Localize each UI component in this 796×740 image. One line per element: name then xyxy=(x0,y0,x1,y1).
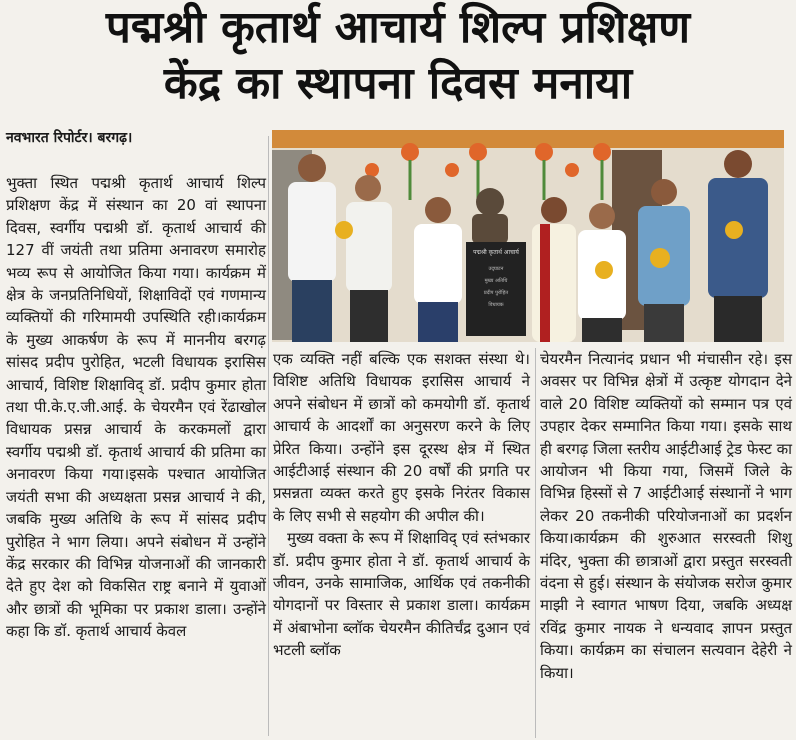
plaque-line: प्रदीप पुरोहित xyxy=(483,290,509,296)
plaque-line: उद्‌घाटन xyxy=(488,266,504,272)
person xyxy=(288,154,336,342)
article-column-1 xyxy=(6,172,266,643)
article-paragraph: चेयरमैन नित्यानंद प्रधान भी मंचासीन रहे। इस अवसर पर विभिन्न क्षेत्रों में उत्कृष्ट योगदान देने वाले 20 विशिष्ट व्यक्तियों को सम्मान पत्र एवं उपहार देकर सम्मानित किया गया। इसके साथ ही बरगढ़ जिला स्तरीय आईटीआई ट्रेड फेस्ट का आयोजन भी किया गया, जिसमें जिले के विभिन्न हिस्सों से 7 आईटीआई संस्थानों ने भाग लेकर 20 तकनीकी परियोजनाओं का प्रदर्शन किया।कार्यक्रम की शुरुआत सरस्वती शिशु मंदिर, भुक्ता की छात्राओं द्वारा प्रस्तुत सरस्वती वंदना से हुई। संस्थान के संयोजक सरोज कुमार माझी ने स्वागत भाषण दिया, जबकि अध्यक्ष रविंद्र कुमार नायक ने धन्यवाद ज्ञापन प्रस्तुत किया। कार्यक्रम का संचालन सत्यवान देहेरी ने किया। xyxy=(540,350,792,682)
column-divider xyxy=(535,348,536,738)
column-divider xyxy=(268,136,269,736)
article-paragraph: एक व्यक्ति नहीं बल्कि एक सशक्त संस्था थे।विशिष्ट अतिथि विधायक इरासिस आचार्य ने अपने संबोधन में छात्रों को कमयोगी डॉ. कृतार्थ आचार्य के आदर्शों का अनुसरण करने के लिए प्रेरित किया। उन्होंने इस दूरस्थ क्षेत्र में स्थित आईटीआई संस्थान की 20 वर्षों की प्रगति पर प्रसन्नता व्यक्त करते हुए इसके निरंतर विकास के लिए सभी से सहयोग की अपील की। xyxy=(273,350,530,525)
article-column-3 xyxy=(540,348,792,684)
plaque-line: मुख्य अतिथि xyxy=(484,278,508,284)
event-photo-illustration xyxy=(272,130,784,342)
headline xyxy=(0,0,796,124)
article-paragraph: भुक्ता स्थित पद्मश्री कृतार्थ आचार्य शिल्प प्रशिक्षण केंद्र में संस्थान का 20 वां स्थापना दिवस, स्वर्गीय पद्मश्री डॉ. कृतार्थ आचार्य की 127 वीं जयंती तथा प्रतिमा अनावरण समारोह भव्य रूप से आयोजित किया गया। कार्यक्रम में क्षेत्र के जनप्रतिनिधियों, शिक्षाविदों एवं गणमान्य व्यक्तियों की गरिमामयी उपस्थिति रही।कार्यक्रम के मुख्य आकर्षण के रूप में माननीय बरगढ़ सांसद प्रदीप पुरोहित, भटली विधायक इरासिस आचार्य, विशिष्ट शिक्षाविद् डॉ. प्रदीप कुमार होता तथा पी.के.ए.जी.आई. के चेयरमैन एवं रेंढाखोल विधायक प्रसन्न आचार्य के करकमलों द्वारा स्वर्गीय पद्मश्री डॉ. कृतार्थ आचार्य की प्रतिमा का अनावरण किया गया।इसके पश्चात आयोजित जयंती सभा की अध्यक्षता प्रसन्न आचार्य ने की, जबकि मुख्य अतिथि के रूप में सांसद प्रदीप पुरोहित ने भाग लिया। अपने संबोधन में उन्होंने केंद्र सरकार की विभिन्न योजनाओं की जानकारी देते हुए देश को विकसित राष्ट्र बनाने में युवाओं और छात्रों की भूमिका पर प्रकाश डाला। उन्होंने कहा कि डॉ. कृतार्थ आचार्य केवल xyxy=(6,174,266,641)
plaque-line: विधायक xyxy=(488,302,504,308)
person xyxy=(708,150,768,342)
plaque-title: पद्मश्री कृतार्थ आचार्य xyxy=(473,249,519,256)
headline-line-2: केंद्र का स्थापना दिवस मनाया xyxy=(163,58,633,109)
article-paragraph: मुख्य वक्ता के रूप में शिक्षाविद् एवं स्तंभकार डॉ. प्रदीप कुमार होता ने डॉ. कृतार्थ आचार्य के जीवन, उनके सामाजिक, आर्थिक एवं तकनीकी योगदानों पर विस्तार से प्रकाश डाला। कार्यक्रम में अंबाभोना ब्लॉक चेयरमैन कीतिर्चंद्र दुआन एवं भटली ब्लॉक xyxy=(273,529,530,660)
article-column-2 xyxy=(273,348,530,662)
byline: नवभारत रिपोर्टर। बरगढ़। xyxy=(6,130,133,146)
event-photo xyxy=(272,130,784,342)
headline-line-1: पद्मश्री कृतार्थ आचार्य शिल्प प्रशिक्षण xyxy=(105,2,691,53)
